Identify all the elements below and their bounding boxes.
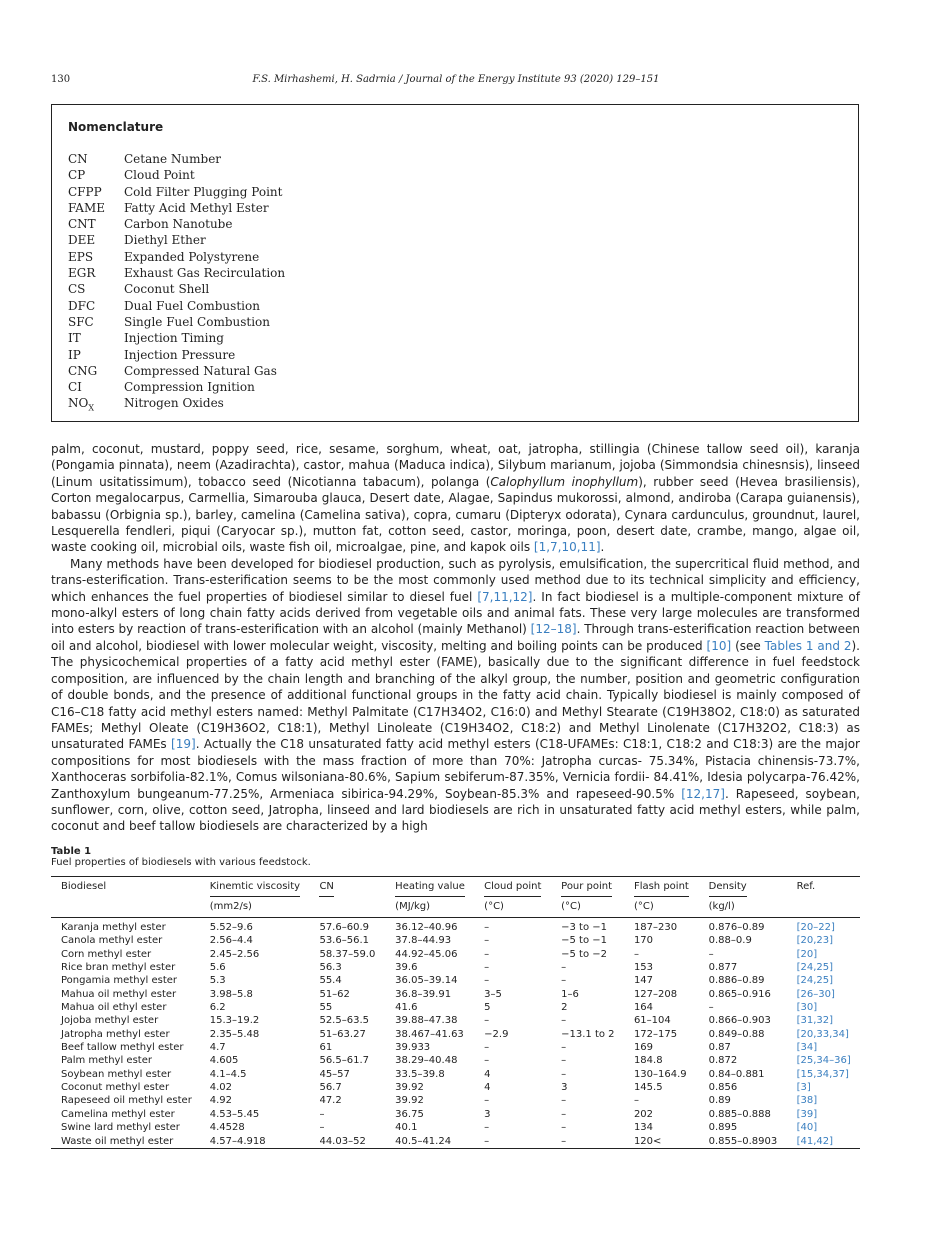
table-cell: 0.886–0.89 (708, 975, 765, 987)
column-header: Heating value (395, 881, 465, 897)
nomenclature-desc: Carbon Nanotube (124, 217, 233, 232)
table-label: Table 1 (51, 846, 92, 857)
table-cell: – (561, 962, 567, 974)
nomenclature-abbr: CFPP (68, 184, 102, 199)
table-cell: 58.37–59.0 (319, 948, 376, 960)
table-row (51, 1108, 860, 1121)
table-cell: 0.855–0.8903 (708, 1135, 778, 1147)
table-cell: 130–164.9 (633, 1068, 687, 1080)
table-cell: 5 (484, 1002, 491, 1014)
nomenclature-item (68, 216, 285, 232)
reference-link[interactable]: [25,34–36] (796, 1055, 851, 1067)
nomenclature-item (68, 298, 285, 314)
table-cell: 44.03–52 (319, 1135, 366, 1147)
nomenclature-desc: Exhaust Gas Recirculation (124, 266, 286, 281)
table-cell: 56.5–61.7 (319, 1055, 369, 1067)
nomenclature-item (68, 200, 285, 216)
table-cell: – (484, 948, 490, 960)
table-cell: 36.12–40.96 (395, 922, 458, 933)
table-cell: 4.02 (209, 1082, 232, 1094)
table-cell: 38.467–41.63 (395, 1028, 464, 1040)
reference-link[interactable]: [39] (796, 1108, 818, 1120)
reference-link[interactable]: [20,33,34] (796, 1028, 849, 1040)
nomenclature-abbr: CNG (68, 363, 98, 378)
table-cell: Coconut methyl ester (61, 1082, 170, 1094)
table-cell: 127–208 (633, 988, 678, 1000)
citation-link[interactable]: [12,17] (681, 786, 725, 801)
table-caption-text: Fuel properties of biodiesels with various feedstock. (51, 857, 311, 868)
citation-link[interactable]: [12–18] (530, 622, 577, 637)
nomenclature-desc: Cloud Point (124, 168, 195, 183)
table-cell: 2.56–4.4 (209, 935, 253, 947)
table-cell: 147 (633, 975, 654, 987)
table-row (51, 1081, 860, 1094)
reference-link[interactable]: [26–30] (796, 988, 835, 1000)
table-cell: Pongamia methyl ester (61, 975, 178, 987)
table-row (51, 1028, 860, 1041)
nomenclature-item (68, 232, 285, 248)
table-cell: 47.2 (319, 1095, 342, 1107)
column-header: Cloud point (484, 881, 541, 897)
nomenclature-item (68, 167, 285, 183)
nomenclature-desc: Expanded Polystyrene (124, 249, 260, 264)
table-cell: 61–104 (633, 1015, 671, 1027)
table-cell: 2 (561, 1002, 568, 1014)
nomenclature-abbr: FAME (68, 200, 105, 215)
table-cell: Beef tallow methyl ester (61, 1042, 184, 1054)
table-cell: – (319, 1122, 325, 1134)
table-cell: 40.1 (395, 1122, 418, 1134)
reference-link[interactable]: [20–22] (796, 922, 835, 933)
table-cell: 0.88–0.9 (708, 935, 752, 947)
table-cell: Mahua oil methyl ester (61, 988, 177, 1000)
reference-link[interactable]: [3] (796, 1082, 811, 1094)
fuel-properties-table (51, 876, 860, 1149)
table-cell: 57.6–60.9 (319, 922, 369, 933)
nomenclature-abbr: CI (68, 380, 82, 395)
table-cell: 39.6 (395, 962, 418, 974)
reference-link[interactable]: [38] (796, 1095, 818, 1107)
table-units-row (51, 897, 860, 918)
body-text (51, 441, 860, 835)
reference-link[interactable]: [40] (796, 1122, 818, 1134)
table-cell: Palm methyl ester (61, 1055, 152, 1067)
citation-link[interactable]: [19] (171, 737, 196, 752)
nomenclature-desc: Compressed Natural Gas (124, 363, 277, 378)
reference-link[interactable]: [15,34,37] (796, 1068, 849, 1080)
table-cell: 153 (633, 962, 654, 974)
table-cell: – (561, 975, 567, 987)
table-cell: 33.5–39.8 (395, 1068, 445, 1080)
nomenclature-item (68, 314, 285, 330)
table-row (51, 1068, 860, 1081)
nomenclature-list (68, 151, 285, 412)
nomenclature-desc: Cetane Number (124, 152, 222, 166)
table-cell: 3 (561, 1082, 568, 1094)
table-cell: 4 (484, 1068, 491, 1080)
table-row (51, 988, 860, 1001)
column-header: CN (319, 881, 333, 897)
table-cell: 164 (633, 1002, 654, 1014)
table-cell: – (561, 1042, 567, 1054)
table-cell: 4.57–4.918 (209, 1135, 266, 1147)
table-cell: Mahua oil ethyl ester (61, 1002, 167, 1014)
table-cell: 15.3–19.2 (209, 1015, 260, 1027)
table-cell: Jatropha methyl ester (61, 1028, 170, 1040)
nomenclature-title: Nomenclature (68, 120, 164, 134)
table-row (51, 1094, 860, 1107)
table-cell: 0.849–0.88 (708, 1028, 765, 1040)
table-cell: 6.2 (209, 1002, 226, 1014)
table-cell: 1–6 (561, 988, 579, 1000)
nomenclature-box (51, 104, 859, 422)
reference-link[interactable]: [24,25] (796, 975, 834, 987)
nomenclature-abbr: EGR (68, 266, 96, 281)
nomenclature-item (68, 347, 285, 363)
nomenclature-abbr: DEE (68, 233, 96, 248)
column-unit: (°C) (633, 901, 654, 912)
table-row (51, 918, 860, 935)
table-row (51, 934, 860, 947)
table-cell: – (561, 1095, 567, 1107)
nomenclature-abbr: $NO_X$ (68, 396, 95, 413)
table-row (51, 948, 860, 961)
table-cell: 4.1–4.5 (209, 1068, 247, 1080)
nomenclature-item (68, 363, 285, 379)
table-cell: 36.75 (395, 1108, 424, 1120)
nomenclature-abbr: SFC (68, 314, 94, 329)
table-row (51, 1014, 860, 1027)
reference-link[interactable]: [41,42] (796, 1135, 834, 1147)
table-cell: Canola methyl ester (61, 935, 163, 947)
citation-link[interactable]: [1,7,10,11] (533, 540, 601, 555)
nomenclature-abbr: CNT (68, 217, 96, 232)
table-row (51, 1135, 860, 1149)
nomenclature-desc: Fatty Acid Methyl Ester (124, 200, 269, 215)
table-cell: 4.53–5.45 (209, 1108, 260, 1120)
nomenclature-item (68, 330, 285, 346)
table-link[interactable]: Tables 1 and 2 (764, 638, 852, 653)
paragraph: Many methods have been developed for biodiesel production, such as pyrolysis, emulsification, the supercritical fluid method, and trans-esterification. Trans-esterification seems to be the most commonly used method due to its technical simplicity and efficiency, which enhances the fuel properties of biodiesel similar to diesel fuel [7,11,12]. In fact biodiesel is a multiple-component mixture of mono-alkyl esters of long chain fatty acids derived from vegetable oils and animal fats. These very large molecules are transformed into esters by reaction of trans-esterification with an alcohol (mainly Methanol) [12–18]. Through trans-esterification reaction between oil and alcohol, biodiesel with lower molecular weight, viscosity, melting and boiling points can be produced [10] (see Tables 1 and 2). The physicochemical properties of a fatty acid methyl ester (FAME), basically due to the significant difference in fuel feedstock composition, are influenced by the chain length and branching of the alkyl group, the number, position and geometric configuration of double bonds, and the presence of additional functional groups in the fatty acid chain. Typically biodiesel is mainly composed of C16–C18 fatty acid methyl esters named: Methyl Palmitate (C17H34O2, C16:0) and Methyl Stearate (C19H38O2, C18:0) as saturated FAMEs; Methyl Oleate (C19H36O2, C18:1), Methyl Linoleate (C19H34O2, C18:2) and Methyl Linolenate (C17H32O2, C18:3) as unsaturated FAMEs [19]. Actually the C18 unsaturated fatty acid methyl esters (C18-UFAMEs: C18:1, C18:2 and C18:3) are the major compositions for most biodiesels with the mass fraction of more than 70%: Jatropha curcas- 75.34%, Pistacia chinensis-73.7%, Xanthoceras sorbifolia-82.1%, Comus wilsoniana-80.6%, Sapium sebiferum-87.35%, Vernicia fordii- 84.41%, Idesia polycarpa-76.42%, Zanthoxylum bungeanum-77.25%, Armeniaca sibirica-94.29%, Soybean-85.3% and rapeseed-90.5% [12,17]. Rapeseed, soybean, sunflower, corn, olive, cotton seed, Jatropha, linseed and lard biodiesels are rich in unsaturated fatty acid methyl esters, while palm, coconut and beef tallow biodiesels are characterized by a high (51, 556, 860, 834)
table-cell: Waste oil methyl ester (61, 1135, 174, 1147)
column-header: Pour point (561, 881, 612, 897)
table-cell: 51–63.27 (319, 1028, 366, 1040)
table-cell: 0.84–0.881 (708, 1068, 765, 1080)
nomenclature-desc: Injection Timing (124, 331, 224, 346)
table-cell: −3 to −1 (561, 922, 608, 933)
table-cell: 170 (633, 935, 654, 947)
nomenclature-desc: Diethyl Ether (124, 233, 206, 248)
reference-link[interactable]: [20,23] (796, 935, 834, 947)
table-cell: 5.52–9.6 (209, 922, 253, 933)
table-cell: 2.45–2.56 (209, 948, 260, 960)
column-unit: (mm2/s) (209, 901, 252, 912)
reference-link[interactable]: [24,25] (796, 962, 834, 974)
column-header: Kinemtic viscosity (210, 881, 300, 897)
table-cell: 38.29–40.48 (395, 1055, 458, 1067)
column-header: Biodiesel (61, 881, 107, 892)
table-cell: 39.92 (395, 1082, 424, 1094)
table-cell: 184.8 (633, 1055, 663, 1067)
nomenclature-desc: Cold Filter Plugging Point (124, 184, 283, 199)
table-cell: – (484, 1042, 490, 1054)
table-cell: −5 to −2 (561, 948, 608, 960)
table-cell: 52.5–63.5 (319, 1015, 369, 1027)
table-cell: 56.7 (319, 1082, 342, 1094)
table-cell: – (561, 1135, 567, 1147)
table-cell: 40.5–41.24 (395, 1135, 452, 1147)
table-cell: 0.866–0.903 (708, 1015, 771, 1027)
table-row (51, 1001, 860, 1014)
reference-link[interactable]: [30] (796, 1002, 818, 1014)
table-cell: 4.605 (209, 1055, 239, 1067)
table-cell: 37.8–44.93 (395, 935, 452, 947)
reference-link[interactable]: [34] (796, 1042, 818, 1054)
table-cell: 202 (633, 1108, 654, 1120)
table-cell: 51–62 (319, 988, 350, 1000)
nomenclature-item (68, 265, 285, 281)
table-row (51, 1121, 860, 1134)
table-cell: 134 (633, 1122, 654, 1134)
table-cell: 39.88–47.38 (395, 1015, 458, 1027)
table-cell: Soybean methyl ester (61, 1068, 172, 1080)
table-cell: 53.6–56.1 (319, 935, 369, 947)
nomenclature-desc: Nitrogen Oxides (124, 396, 224, 411)
table-cell: 0.865–0.916 (708, 988, 771, 1000)
nomenclature-abbr: DFC (68, 298, 96, 313)
table-cell: 3 (484, 1108, 491, 1120)
table-cell: Swine lard methyl ester (61, 1122, 180, 1134)
table-cell: Corn methyl ester (61, 948, 152, 960)
nomenclature-abbr: EPS (68, 249, 94, 264)
column-unit: (kg/l) (708, 901, 735, 912)
table-cell: – (561, 1108, 567, 1120)
nomenclature-item (68, 184, 285, 200)
table-cell: – (561, 1055, 567, 1067)
table-cell: 0.872 (708, 1055, 738, 1067)
table-cell: 145.5 (633, 1082, 663, 1094)
table-cell: – (561, 1015, 567, 1027)
table-cell: 5.6 (209, 962, 226, 974)
table-cell: 2.35–5.48 (209, 1028, 260, 1040)
table-cell: 0.856 (708, 1082, 738, 1094)
journal-citation: F.S. Mirhashemi, H. Sadrnia / Journal of the Energy Institute 93 (2020) 129–151 (252, 74, 660, 85)
table-cell: 36.05–39.14 (395, 975, 458, 987)
citation-link[interactable]: [10] (706, 638, 732, 653)
column-unit: (°C) (561, 901, 581, 912)
table-cell: 0.89 (708, 1095, 731, 1107)
table-row (51, 1054, 860, 1067)
column-header: Ref. (796, 881, 816, 892)
page-number: 130 (51, 74, 71, 85)
table-cell: 0.87 (708, 1042, 731, 1054)
nomenclature-item (68, 281, 285, 297)
table-cell: 187–230 (633, 922, 678, 933)
reference-link[interactable]: [20] (796, 948, 818, 960)
nomenclature-item (68, 395, 285, 411)
table-cell: 4.4528 (209, 1122, 245, 1134)
nomenclature-abbr: CN (68, 152, 88, 166)
table-cell: – (484, 962, 490, 974)
table-cell: 36.8–39.91 (395, 988, 452, 1000)
table-cell: – (484, 935, 490, 947)
table-cell: Karanja methyl ester (61, 922, 166, 933)
column-unit: (MJ/kg) (395, 901, 431, 912)
table-cell: −5 to −1 (561, 935, 608, 947)
table-cell: – (561, 1068, 567, 1080)
table-cell: – (484, 1135, 490, 1147)
column-header: Density (709, 881, 747, 897)
table-cell: 4.7 (209, 1042, 226, 1054)
column-unit (787, 897, 860, 918)
table-cell: Rapeseed oil methyl ester (61, 1095, 192, 1107)
nomenclature-item (68, 151, 285, 167)
nomenclature-desc: Compression Ignition (124, 380, 255, 395)
nomenclature-desc: Dual Fuel Combustion (124, 298, 260, 313)
table-cell: – (484, 1015, 490, 1027)
table-cell: – (484, 1055, 490, 1067)
table-cell: 5.3 (209, 975, 226, 987)
nomenclature-desc: Single Fuel Combustion (124, 314, 270, 329)
reference-link[interactable]: [31,32] (796, 1015, 834, 1027)
nomenclature-item (68, 249, 285, 265)
table-cell: – (484, 1122, 490, 1134)
column-header: Flash point (634, 881, 689, 897)
table-caption (51, 846, 311, 868)
nomenclature-item (68, 379, 285, 395)
table-cell: 45–57 (319, 1068, 350, 1080)
table-cell: – (708, 1002, 714, 1014)
column-unit: (°C) (484, 901, 504, 912)
table-cell: – (319, 1108, 325, 1120)
paragraph: palm, coconut, mustard, poppy seed, rice, sesame, sorghum, wheat, oat, jatropha, stillingia (Chinese tallow seed oil), karanja (Pongamia pinnata), neem (Azadirachta), castor, mahua (Maduca indica), Silybum marianum, jojoba (Simmondsia chinesnsis), linseed (Linum usitatissimum), tobacco seed (Nicotianna tabacum), polanga (Calophyllum inophyllum), rubber seed (Hevea brasiliensis), Corton megalocarpus, Carmellia, Simarouba glauca, Desert date, Alagae, Sapindus mukorossi, almond, andiroba (Carapa guianensis), babassu (Orbignia sp.), barley, camelina (Camelina sativa), copra, cumaru (Dipteryx odorata), Cynara cardunculus, groundnut, laurel, Lesquerella fendleri, piqui (Caryocar sp.), mutton fat, cotton seed, castor, moringa, poon, desert date, crambe, mango, algae oil, waste cooking oil, microbial oils, waste fish oil, microalgae, pine, and kapok oils [1,7,10,11]. (51, 442, 861, 555)
table-cell: – (484, 922, 490, 933)
column-unit (51, 897, 200, 918)
table-cell: 0.877 (708, 962, 738, 974)
table-cell: 39.933 (395, 1042, 431, 1054)
table-cell: 172–175 (633, 1028, 678, 1040)
table-cell: 0.895 (708, 1122, 738, 1134)
nomenclature-desc: Injection Pressure (124, 347, 236, 362)
table-cell: 55 (319, 1002, 333, 1014)
table-cell: – (561, 1122, 567, 1134)
table-cell: 0.885–0.888 (708, 1108, 771, 1120)
table-cell: 169 (633, 1042, 654, 1054)
table-cell: – (708, 948, 714, 960)
nomenclature-abbr: CP (68, 168, 86, 183)
table-cell: 4.92 (209, 1095, 232, 1107)
nomenclature-desc: Coconut Shell (124, 282, 210, 297)
table-cell: 55.4 (319, 975, 342, 987)
table-cell: 56.3 (319, 962, 342, 974)
table-cell: 3–5 (484, 988, 502, 1000)
nomenclature-abbr: IP (68, 347, 81, 362)
table-cell: 39.92 (395, 1095, 424, 1107)
table-cell: 61 (319, 1042, 333, 1054)
citation-link[interactable]: [7,11,12] (477, 589, 533, 604)
table-cell: – (484, 975, 490, 987)
table-cell: Rice bran methyl ester (61, 962, 176, 974)
table-row (51, 961, 860, 974)
table-cell: 41.6 (395, 1002, 418, 1014)
table-cell: 120< (633, 1135, 662, 1147)
table-cell: 3.98–5.8 (209, 988, 253, 1000)
table-cell: – (633, 1095, 639, 1107)
table-cell: 4 (484, 1082, 491, 1094)
table-cell: Jojoba methyl ester (61, 1015, 159, 1027)
table-row (51, 974, 860, 987)
table-cell: 0.876–0.89 (708, 922, 765, 933)
table-cell: −13.1 to 2 (561, 1028, 615, 1040)
table-cell: 44.92–45.06 (395, 948, 458, 960)
table-cell: −2.9 (484, 1028, 509, 1040)
table-cell: – (633, 948, 639, 960)
nomenclature-abbr: IT (68, 331, 81, 346)
table-cell: Camelina methyl ester (61, 1108, 175, 1120)
table-cell: – (484, 1095, 490, 1107)
column-unit (309, 897, 385, 918)
table-row (51, 1041, 860, 1054)
nomenclature-abbr: CS (68, 282, 86, 297)
table-header-row (51, 877, 860, 898)
